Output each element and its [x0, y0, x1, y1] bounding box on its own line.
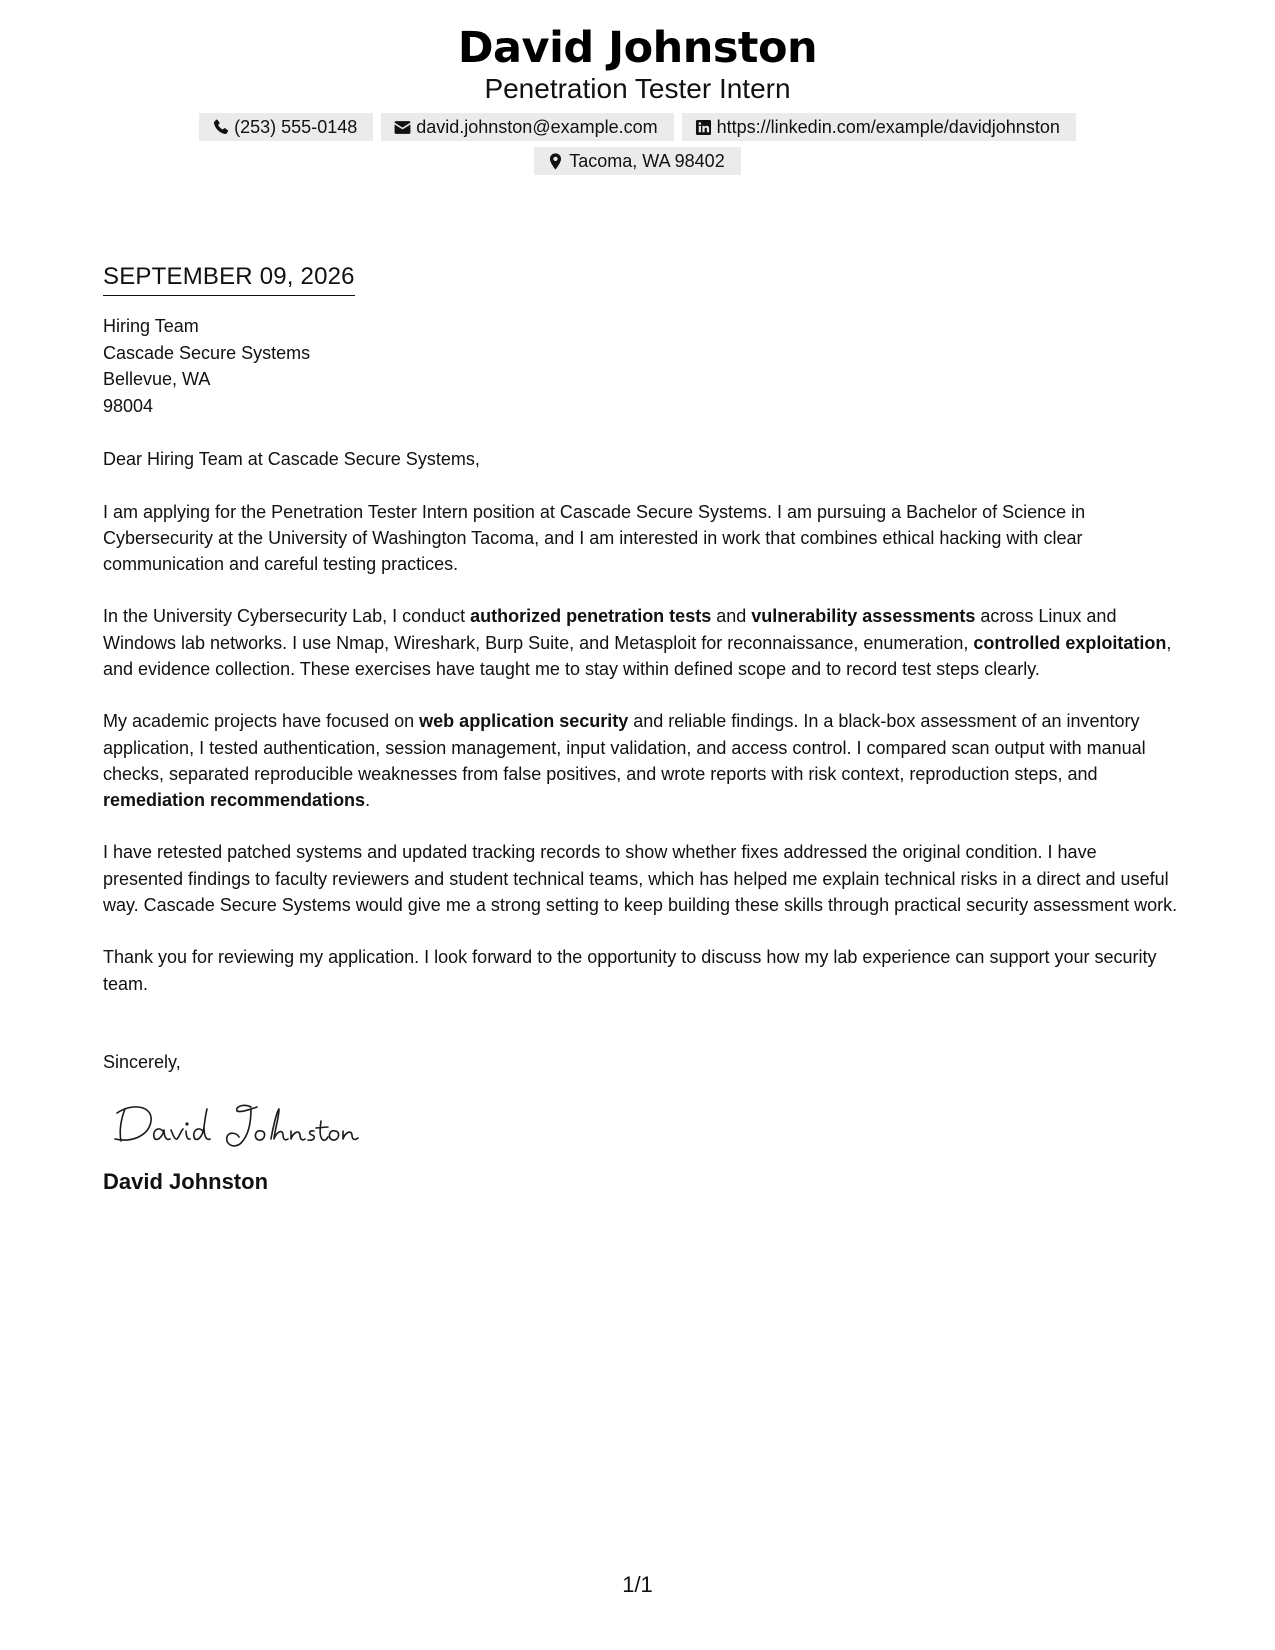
- letter-date: SEPTEMBER 09, 2026: [103, 260, 355, 296]
- highlight-text: authorized penetration tests: [470, 606, 712, 627]
- recipient-line: Hiring Team: [103, 316, 199, 336]
- phone-text: (253) 555-0148: [234, 116, 358, 137]
- recipient-line: Bellevue, WA: [103, 369, 211, 389]
- body-paragraph-1: I am applying for the Penetration Tester Intern position at Cascade Secure Systems. I am pursuing a Bachelor of Science in Cybersecurity at the University of Washington Tacoma, and I am interested in work that combines ethical hacking with clear communication and careful testing practices.: [103, 501, 1086, 575]
- phone-chip[interactable]: [199, 113, 373, 141]
- applicant-name: David Johnston: [457, 23, 818, 73]
- linkedin-text: https://linkedin.com/example/davidjohnston: [716, 116, 1060, 137]
- phone-icon: [211, 118, 230, 137]
- location-chip: [534, 147, 740, 175]
- body-paragraph-5: Thank you for reviewing my application. I look forward to the opportunity to discuss how my lab experience can support your security team.: [103, 947, 1157, 994]
- body-paragraph-4: I have retested patched systems and updated tracking records to show whether fixes addressed the original condition. I have presented findings to faculty reviewers and student technical teams, which has helped me explain technical risks in a direct and useful way. Cascade Secure Systems would give me a strong setting to keep building these skills through practical security assessment work.: [103, 842, 1178, 916]
- letter-header: [0, 22, 1275, 175]
- recipient-block: [103, 313, 1178, 419]
- highlight-text: remediation recommendations: [103, 790, 366, 811]
- contact-row-primary: [0, 113, 1275, 141]
- salutation: Dear Hiring Team at Cascade Secure Systems,: [103, 449, 480, 469]
- highlight-text: controlled exploitation: [973, 632, 1167, 653]
- envelope-icon: [393, 118, 412, 137]
- signer-name: David Johnston: [103, 1168, 269, 1194]
- page-number: 1/1: [622, 1572, 653, 1597]
- highlight-text: web application security: [419, 711, 629, 732]
- map-pin-icon: [546, 152, 565, 171]
- email-chip[interactable]: [381, 113, 673, 141]
- location-text: Tacoma, WA 98402: [569, 150, 725, 171]
- applicant-headline: Penetration Tester Intern: [484, 73, 791, 104]
- letter-body: [103, 260, 1178, 1197]
- email-text: david.johnston@example.com: [416, 116, 658, 137]
- body-paragraph-3: My academic projects have focused on web application security and reliable findings. In a black-box assessment of an inventory application, I tested authentication, session management, input validation, and access control. I compared scan output with manual checks, separated reproducible weaknesses from false positives, and wrote reports with risk context, reproduction steps, and remediation recommendations.: [103, 711, 1146, 811]
- recipient-line: Cascade Secure Systems: [103, 342, 311, 363]
- contact-row-secondary: [0, 147, 1275, 175]
- handwritten-signature: [111, 1097, 361, 1153]
- linkedin-icon: [694, 118, 713, 137]
- highlight-text: vulnerability assessments: [751, 606, 976, 627]
- closing: Sincerely,: [103, 1051, 181, 1072]
- linkedin-chip[interactable]: [682, 113, 1076, 141]
- recipient-line: 98004: [103, 395, 154, 416]
- body-paragraph-2: In the University Cybersecurity Lab, I conduct authorized penetration tests and vulnerability assessments across Linux and Windows lab networks. I use Nmap, Wireshark, Burp Suite, and Metasploit for reconnaissance, enumeration, controlled exploitation, and evidence collection. These exercises have taught me to stay within defined scope and to record test steps clearly.: [103, 606, 1172, 679]
